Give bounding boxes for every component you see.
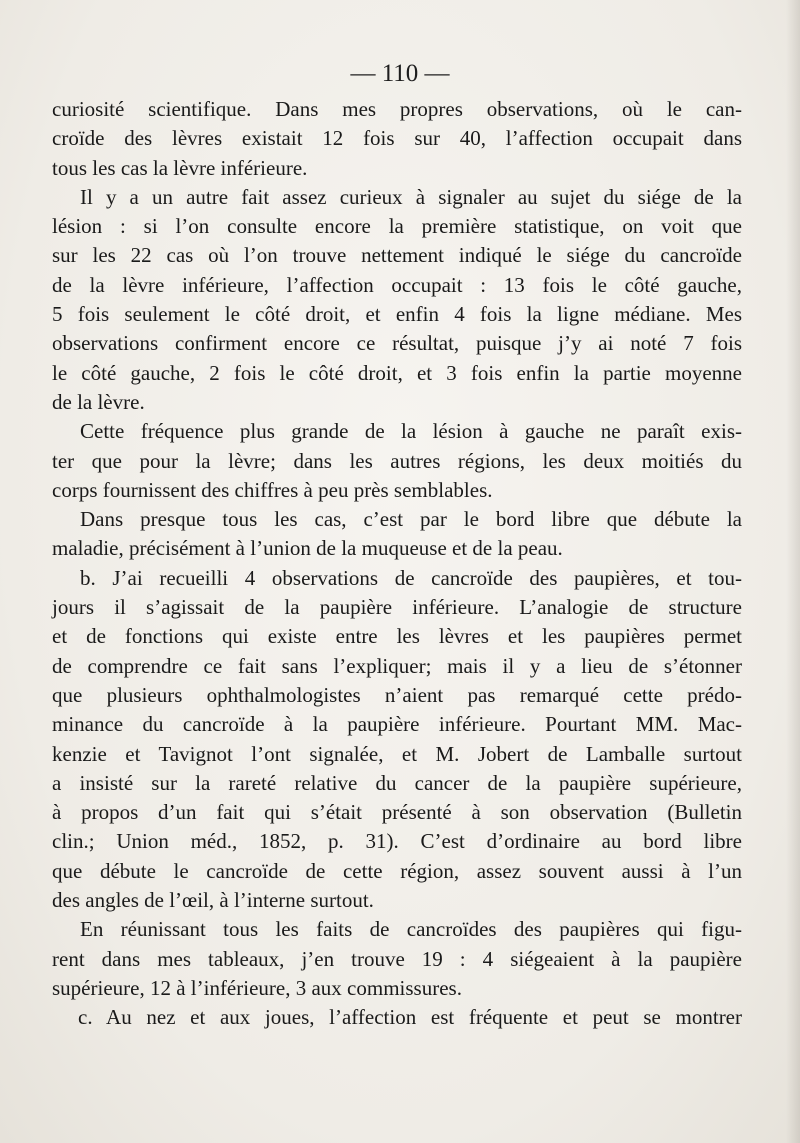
text-line-27: que débute le cancroïde de cette région, assez souvent aussi à l’un (52, 858, 742, 883)
text-line-24: a insisté sur la rareté relative du cancer de la paupière supérieure, (52, 770, 742, 795)
text-line-11: de la lèvre. (52, 389, 145, 414)
text-line-31: supérieure, 12 à l’inférieure, 3 aux commissures. (52, 975, 462, 1000)
page-edge-shading (786, 0, 800, 1143)
text-line-3: tous les cas la lèvre inférieure. (52, 155, 308, 180)
text-line-2: croïde des lèvres existait 12 fois sur 40, l’affection occupait dans (52, 126, 742, 151)
body-text (52, 95, 742, 1033)
text-line-1: curiosité scientifique. Dans mes propres observations, où le can- (52, 97, 742, 121)
text-line-10: le côté gauche, 2 fois le côté droit, et 3 fois enfin la partie moyenne (52, 360, 742, 385)
text-line-19: et de fonctions qui existe entre les lèvres et les paupières permet (52, 624, 742, 649)
text-line-20: de comprendre ce fait sans l’expliquer; mais il y a lieu de s’étonner (52, 653, 742, 678)
text-line-25: à propos d’un fait qui s’était présenté à son observation (Bulletin (52, 800, 742, 825)
text-line-6: sur les 22 cas où l’on trouve nettement indiqué le siége du cancroïde (52, 243, 742, 268)
text-line-26: clin.; Union méd., 1852, p. 31). C’est d’ordinaire au bord libre (52, 829, 742, 854)
text-line-7: de la lèvre inférieure, l’affection occupait : 13 fois le côté gauche, (52, 272, 742, 297)
text-line-5: lésion : si l’on consulte encore la première statistique, on voit que (52, 214, 742, 239)
text-line-30: rent dans mes tableaux, j’en trouve 19 : 4 siégeaient à la paupière (52, 946, 742, 971)
text-line-23: kenzie et Tavignot l’ont signalée, et M. Jobert de Lamballe surtout (52, 741, 742, 766)
text-line-17: b. J’ai recueilli 4 observations de cancroïde des paupières, et tou- (80, 565, 742, 590)
page-number-header: — 110 — (350, 60, 450, 87)
text-line-21: que plusieurs ophthalmologistes n’aient pas remarqué cette prédo- (52, 682, 742, 707)
text-line-8: 5 fois seulement le côté droit, et enfin 4 fois la ligne médiane. Mes (52, 302, 742, 327)
text-line-29: En réunissant tous les faits de cancroïdes des paupières qui figu- (80, 917, 742, 942)
text-line-16: maladie, précisément à l’union de la muqueuse et de la peau. (52, 536, 563, 561)
text-line-9: observations confirment encore ce résultat, puisque j’y ai noté 7 fois (52, 331, 742, 356)
text-line-32: c. Au nez et aux joues, l’affection est fréquente et peut se montrer (78, 1005, 742, 1030)
text-line-14: corps fournissent des chiffres à peu près semblables. (52, 477, 493, 502)
text-line-22: minance du cancroïde à la paupière inférieure. Pourtant MM. Mac- (52, 712, 742, 737)
text-line-28: des angles de l’œil, à l’interne surtout. (52, 888, 374, 913)
text-line-15: Dans presque tous les cas, c’est par le bord libre que débute la (80, 507, 742, 532)
text-line-13: ter que pour la lèvre; dans les autres régions, les deux moitiés du (52, 448, 742, 473)
text-line-12: Cette fréquence plus grande de la lésion à gauche ne paraît exis- (80, 419, 742, 444)
text-line-4: Il y a un autre fait assez curieux à signaler au sujet du siége de la (80, 184, 742, 209)
text-line-18: jours il s’agissait de la paupière inférieure. L’analogie de structure (52, 595, 742, 620)
